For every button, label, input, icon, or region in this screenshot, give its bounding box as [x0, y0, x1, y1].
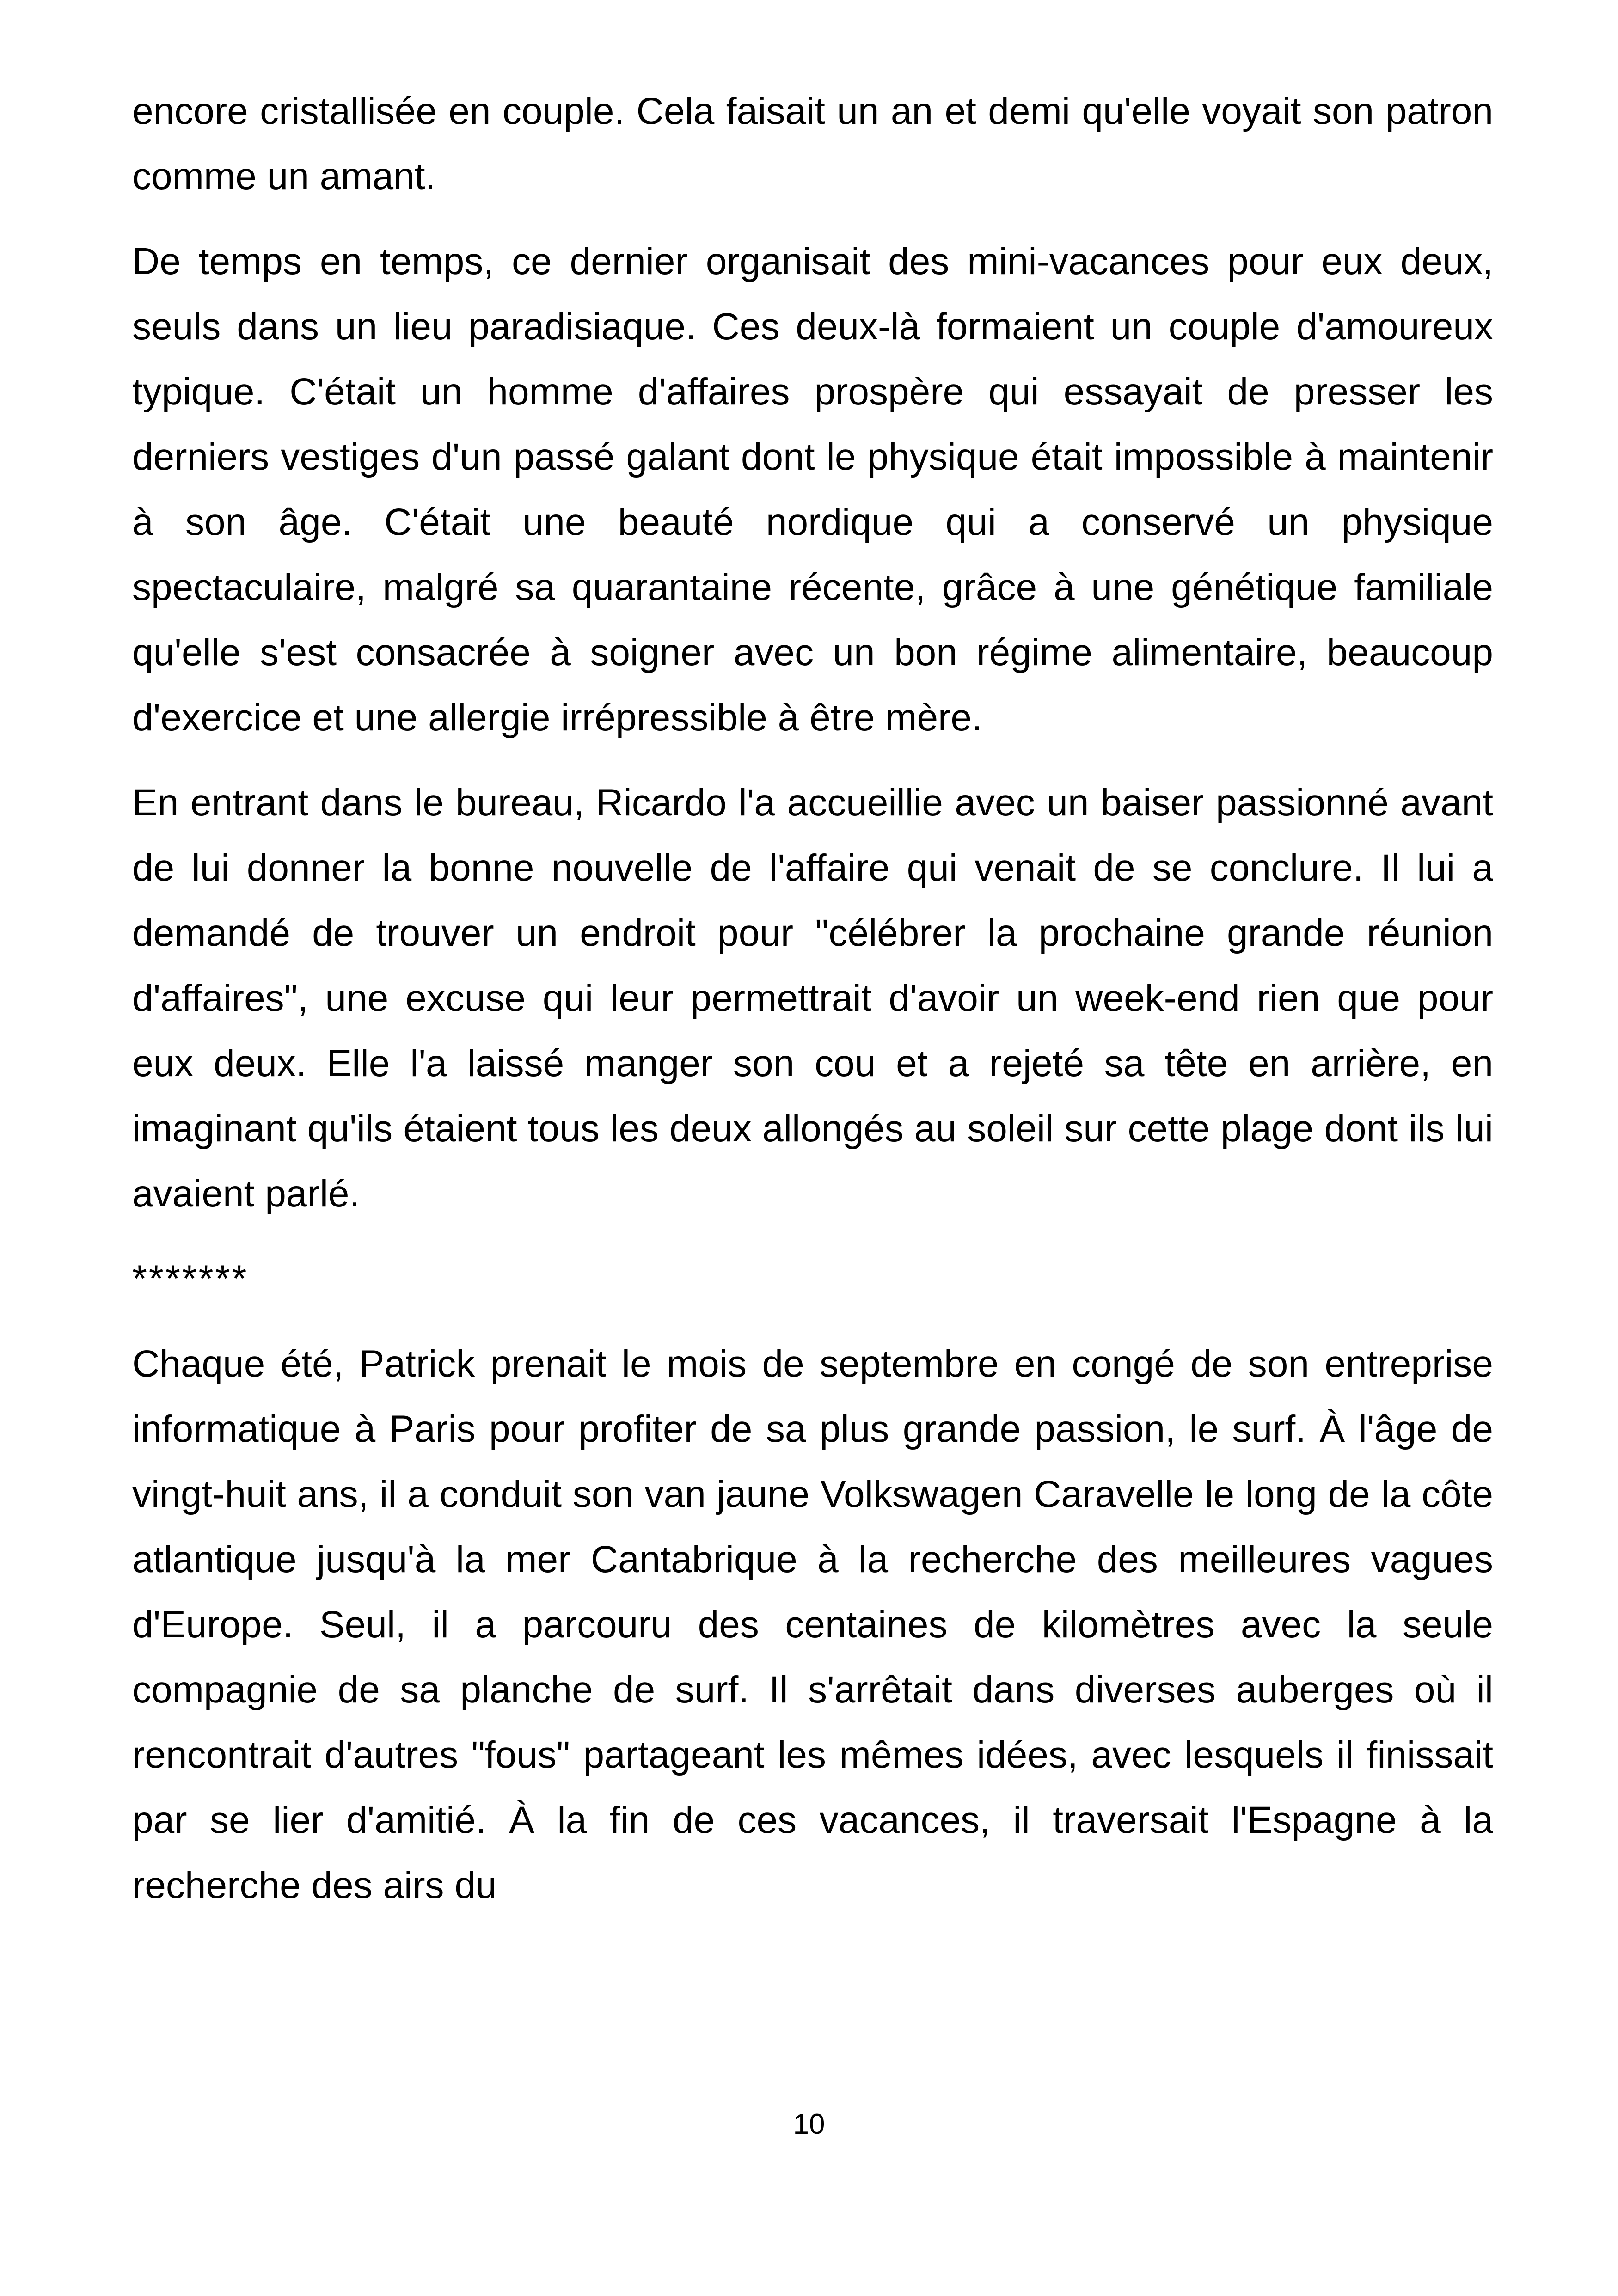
section-separator: ******* — [132, 1258, 249, 1300]
body-text — [132, 79, 1493, 1938]
paragraph-1: encore cristallisée en couple. Cela faisait un an et demi qu'elle voyait son patron comme un amant. — [132, 90, 1493, 197]
paragraph-3: En entrant dans le bureau, Ricardo l'a accueillie avec un baiser passionné avant de lui donner la bonne nouvelle de l'affaire qui venait de se conclure. Il lui a demandé de trouver un endroit pour "célébrer la prochaine grande réunion d'affaires", une excuse qui leur permettrait d'avoir un week-end rien que pour eux deux. Elle l'a laissé manger son cou et a rejeté sa tête en arrière, en imaginant qu'ils étaient tous les deux allongés au soleil sur cette plage dont ils lui avaient parlé. — [132, 782, 1493, 1215]
paragraph-2: De temps en temps, ce dernier organisait des mini-vacances pour eux deux, seuls dans un lieu paradisiaque. Ces deux-là formaient un couple d'amoureux typique. C'était un homme d'affaires prospère qui essayait de presser les derniers vestiges d'un passé galant dont le physique était impossible à maintenir à son âge. C'était une beauté nordique qui a conservé un physique spectaculaire, malgré sa quarantaine récente, grâce à une génétique familiale qu'elle s'est consacrée à soigner avec un bon régime alimentaire, beaucoup d'exercice et une allergie irrépressible à être mère. — [132, 240, 1493, 739]
paragraph-4: Chaque été, Patrick prenait le mois de septembre en congé de son entreprise informatique à Paris pour profiter de sa plus grande passion, le surf. À l'âge de vingt-huit ans, il a conduit son van jaune Volkswagen Caravelle le long de la côte atlantique jusqu'à la mer Cantabrique à la recherche des meilleures vagues d'Europe. Seul, il a parcouru des centaines de kilomètres avec la seule compagnie de sa planche de surf. Il s'arrêtait dans diverses auberges où il rencontrait d'autres "fous" partageant les mêmes idées, avec lesquels il finissait par se lier d'amitié. À la fin de ces vacances, il traversait l'Espagne à la recherche des airs du — [132, 1343, 1493, 1906]
page-number: 10 — [793, 2108, 825, 2140]
